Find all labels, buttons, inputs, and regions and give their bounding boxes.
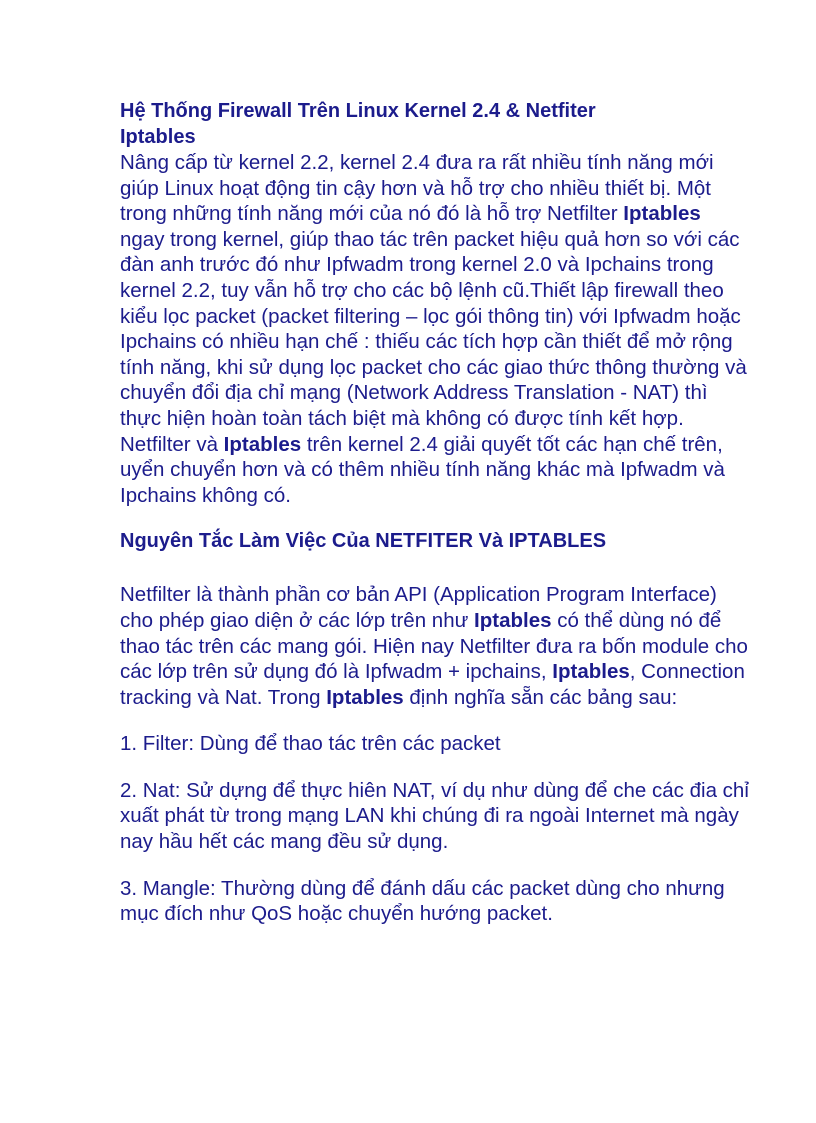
p2-iptables-3: Iptables <box>326 685 404 709</box>
intro-text-2: ngay trong kernel, giúp thao tác trên packet hiệu quả hơn so với các đàn anh trước đó như Ipfwadm trong kernel 2.0 và Ipchains trong kernel 2.2, tuy vẫn hỗ trợ cho các bộ lệnh cũ.Thiết lập firewall theo kiểu lọc packet (packet filtering – lọc gói thông tin) với Ipfwadm hoặc Ipchains có nhiều hạn chế : thiếu các tích hợp cần thiết để mở rộng tính năng, khi sử dụng lọc packet cho các giao thức thông thường và chuyển đổi địa chỉ mạng (Network Address Translation - NAT) thì thực hiện hoàn toàn tách biệt mà không có được tính kết hợp. Netfilter và <box>120 227 747 456</box>
netfilter-paragraph <box>120 582 750 710</box>
p2-text-1: Netfilter là thành phần cơ bản API (Application Program Interface) cho phép giao diện ở các lớp trên như <box>120 583 717 632</box>
p2-iptables-1: Iptables <box>474 608 552 632</box>
intro-iptables-2: Iptables <box>223 432 302 456</box>
document-page <box>120 98 750 927</box>
document-title: Hệ Thống Firewall Trên Linux Kernel 2.4 & Netfiter Iptables <box>120 100 596 148</box>
section-heading: Nguyên Tắc Làm Việc Của NETFITER Và IPTABLES <box>120 530 607 553</box>
list-item-filter: 1. Filter: Dùng để thao tác trên các packet <box>120 732 501 756</box>
p2-text-3: , Connection tracking và Nat. Trong <box>120 660 745 709</box>
list-item-nat: 2. Nat: Sử dựng để thực hiên NAT, ví dụ như dùng để che các đia chỉ xuất phát từ trong mạng LAN khi chúng đi ra ngoài Internet mà ngày nay hầu hết các mang đều sử dụng. <box>120 778 749 854</box>
intro-text-1: Nâng cấp từ kernel 2.2, kernel 2.4 đưa ra rất nhiều tính năng mới giúp Linux hoạt động tin cậy hơn và hỗ trợ cho nhiều thiết bị. Một trong những tính năng mới của nó đó là hỗ trợ Netfilter <box>120 151 714 226</box>
p2-text-4: định nghĩa sẵn các bảng sau: <box>403 685 678 709</box>
p2-iptables-2: Iptables <box>552 660 630 684</box>
intro-text-3: trên kernel 2.4 giải quyết tốt các hạn chế trên, uyển chuyển hơn và có thêm nhiều tính năng khác mà Ipfwadm và Ipchains không có. <box>120 432 725 507</box>
intro-iptables-1: Iptables <box>623 202 701 226</box>
p2-text-2: có thể dùng nó để thao tác trên các mang gói. Hiện nay Netfilter đưa ra bốn module cho các lớp trên sử dụng đó là Ipfwadm + ipchains, <box>120 608 748 684</box>
list-item-mangle: 3. Mangle: Thường dùng để đánh dấu các packet dùng cho nhưng mục đích như QoS hoặc chuyển hướng packet. <box>120 876 725 926</box>
intro-paragraph <box>120 150 750 508</box>
